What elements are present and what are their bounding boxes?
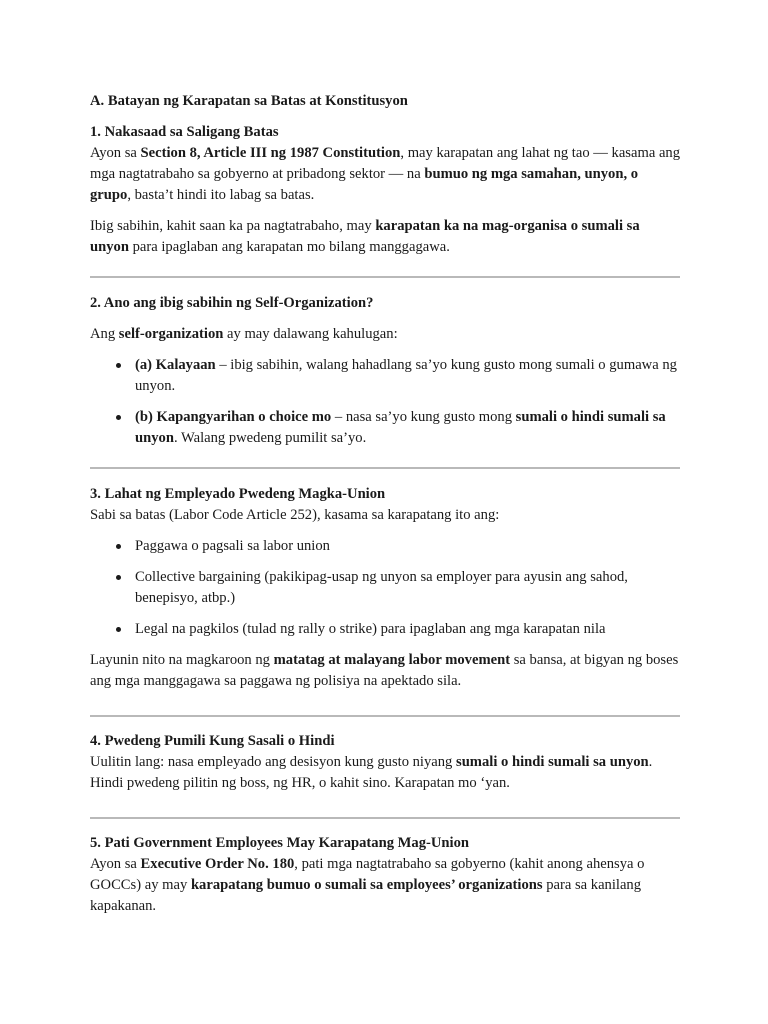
- section-heading: 4. Pwedeng Pumili Kung Sasali o Hindi: [90, 733, 335, 749]
- section-heading: 3. Lahat ng Empleyado Pwedeng Magka-Union: [90, 486, 386, 502]
- section-paragraph: Ang self-organization ay may dalawang kahulugan:: [90, 326, 398, 342]
- bullet-list: [90, 355, 680, 449]
- section-4: [90, 731, 680, 794]
- divider: [90, 715, 680, 717]
- section-5: [90, 833, 680, 917]
- section-paragraph: Ayon sa Executive Order No. 180, pati mga nagtatrabaho sa gobyerno (kahit anong ahensya o GOCCs) ay may karapatang bumuo o sumali sa employees’ organizations para sa kanilang kapakanan.: [90, 856, 645, 914]
- divider: [90, 467, 680, 469]
- page-title: A. Batayan ng Karapatan sa Batas at Konstitusyon: [90, 93, 408, 109]
- divider: [90, 276, 680, 278]
- bullet-list: [90, 536, 680, 640]
- divider: [90, 817, 680, 819]
- section-heading: 1. Nakasaad sa Saligang Batas: [90, 124, 279, 140]
- section-3: [90, 484, 680, 692]
- section-heading: 5. Pati Government Employees May Karapatang Mag-Union: [90, 835, 470, 851]
- section-paragraph: Ibig sabihin, kahit saan ka pa nagtatrabaho, may karapatan ka na mag-organisa o sumali sa unyon para ipaglaban ang karapatan mo bilang manggagawa.: [90, 218, 640, 255]
- section-paragraph: Ayon sa Section 8, Article III ng 1987 Constitution, may karapatan ang lahat ng tao — kasama ang mga nagtatrabaho sa gobyerno at pribadong sektor — na bumuo ng mga samahan, unyon, o grupo, basta’t hindi ito labag sa batas.: [90, 145, 681, 203]
- section-2: [90, 293, 680, 449]
- list-item: (b) Kapangyarihan o choice mo – nasa sa’yo kung gusto mong sumali o hindi sumali sa unyon. Walang pwedeng pumilit sa’yo.: [135, 407, 680, 449]
- document-page: [90, 91, 680, 927]
- section-1: [90, 122, 680, 258]
- section-paragraph: Sabi sa batas (Labor Code Article 252), kasama sa karapatang ito ang:: [90, 507, 500, 523]
- list-item: (a) Kalayaan – ibig sabihin, walang hahadlang sa’yo kung gusto mong sumali o gumawa ng unyon.: [135, 355, 680, 397]
- section-paragraph: Uulitin lang: nasa empleyado ang desisyon kung gusto niyang sumali o hindi sumali sa unyon. Hindi pwedeng pilitin ng boss, ng HR, o kahit sino. Karapatan mo ‘yan.: [90, 754, 653, 791]
- list-item: Paggawa o pagsali sa labor union: [135, 536, 680, 557]
- section-paragraph: Layunin nito na magkaroon ng matatag at malayang labor movement sa bansa, at bigyan ng boses ang mga manggagawa sa paggawa ng polisiya na apektado sila.: [90, 652, 679, 689]
- list-item: Legal na pagkilos (tulad ng rally o strike) para ipaglaban ang mga karapatan nila: [135, 619, 680, 640]
- section-heading: 2. Ano ang ibig sabihin ng Self-Organization?: [90, 295, 374, 311]
- list-item: Collective bargaining (pakikipag-usap ng unyon sa employer para ayusin ang sahod, benepisyo, atbp.): [135, 567, 680, 609]
